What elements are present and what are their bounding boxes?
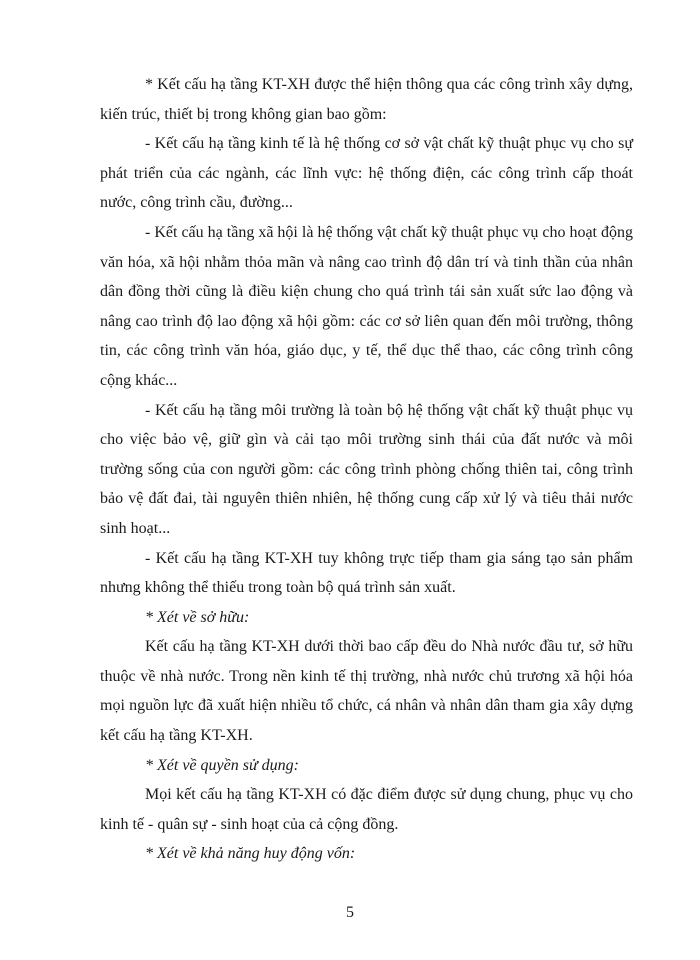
document-body <box>100 70 633 869</box>
heading-ownership: * Xét về sở hữu: <box>145 608 250 626</box>
paragraph-economic-infrastructure: - Kết cấu hạ tầng kinh tế là hệ thống cơ sở vật chất kỹ thuật phục vụ cho sự phát triển của các ngành, các lĩnh vực: hệ thống điện, các công trình cấp thoát nước, công trình cầu, đường... <box>100 135 633 212</box>
paragraph-ownership: Kết cấu hạ tầng KT-XH dưới thời bao cấp đều do Nhà nước đầu tư, sở hữu thuộc về nhà nước. Trong nền kinh tế thị trường, nhà nước chủ trương xã hội hóa mọi nguồn lực đã xuất hiện nhiều tổ chức, cá nhân và nhân dân tham gia xây dựng kết cấu hạ tầng KT-XH. <box>100 638 633 745</box>
paragraph-social-infrastructure: - Kết cấu hạ tầng xã hội là hệ thống vật chất kỹ thuật phục vụ cho hoạt động văn hóa, xã hội nhằm thỏa mãn và nâng cao trình độ dân trí và tinh thần của nhân dân đồng thời cũng là điều kiện chung cho quá trình tái sản xuất sức lao động và nâng cao trình độ lao động xã hội gồm: các cơ sở liên quan đến môi trường, thông tin, các công trình văn hóa, giáo dục, y tế, thể dục thể thao, các công trình công cộng khác... <box>100 223 633 389</box>
paragraph-production-role: - Kết cấu hạ tầng KT-XH tuy không trực tiếp tham gia sáng tạo sản phẩm nhưng không thể thiếu trong toàn bộ quá trình sản xuất. <box>100 549 633 597</box>
paragraph-intro: * Kết cấu hạ tầng KT-XH được thể hiện thông qua các công trình xây dựng, kiến trúc, thiết bị trong không gian bao gồm: <box>100 76 633 123</box>
heading-capital-mobilization: * Xét về khả năng huy động vốn: <box>145 845 356 863</box>
paragraph-environmental-infrastructure: - Kết cấu hạ tầng môi trường là toàn bộ hệ thống vật chất kỹ thuật phục vụ cho việc bảo vệ, giữ gìn và cải tạo môi trường sinh thái của đất nước và môi trường sống của con người gồm: các công trình phòng chống thiên tai, công trình bảo vệ đất đai, tài nguyên thiên nhiên, hệ thống cung cấp xử lý và tiêu thải nước sinh hoạt... <box>100 401 633 537</box>
page-number: 5 <box>346 904 354 921</box>
heading-usage-rights: * Xét về quyền sử dụng: <box>145 756 300 774</box>
paragraph-usage-rights: Mọi kết cấu hạ tầng KT-XH có đặc điểm được sử dụng chung, phục vụ cho kinh tế - quân sự - sinh hoạt của cả cộng đồng. <box>100 786 633 833</box>
